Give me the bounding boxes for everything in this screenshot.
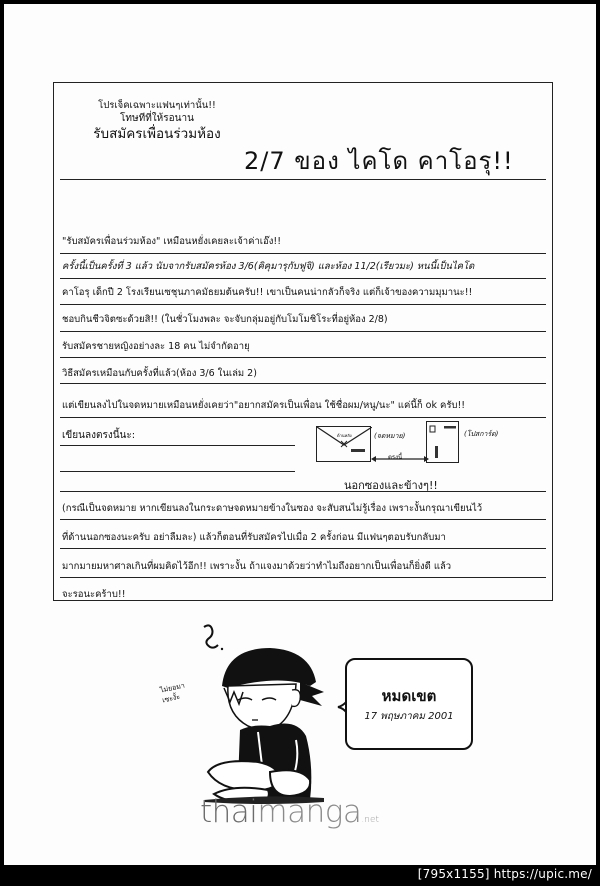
envelope-icon	[317, 427, 372, 463]
footer-line: ที่ด้านนอกซองนะครับ อย่าลืมละ) แล้วก็ตอนที่รับสมัครไปเมื่อ 2 ครั้งก่อน มีแฟนๆตอบรับกลับมา	[62, 532, 446, 543]
header-note-recruit: รับสมัครเพื่อนร่วมห้อง	[93, 126, 221, 142]
thaimanga-watermark	[200, 794, 379, 830]
watermark-tld: .net	[361, 815, 380, 825]
postcard-diagram	[426, 421, 459, 463]
header-note-fans-only: โปรเจ็คเฉพาะแฟนๆเท่านั้น!!	[98, 100, 216, 111]
body-line: วิธีสมัครเหมือนกับครั้งที่แล้ว(ห้อง 3/6 ในเล่ม 2)	[62, 368, 257, 379]
divider	[60, 491, 546, 492]
recruitment-form-box	[53, 82, 553, 601]
kaido-chibi-figure-icon	[204, 644, 334, 804]
divider	[60, 519, 546, 520]
image-info-bar	[0, 865, 600, 886]
divider	[60, 331, 546, 332]
manga-page	[4, 4, 596, 865]
deadline-title: หมดเขต	[381, 687, 437, 705]
divider	[60, 357, 546, 358]
envelope-label: (จดหมาย)	[374, 432, 406, 440]
page-title: 2/7 ของ ไคโด คาโอรุ!!	[244, 147, 514, 175]
envelope-diagram	[316, 426, 371, 462]
side-note	[159, 681, 188, 706]
deadline-date: 17 พฤษภาคม 2001	[364, 711, 454, 722]
body-line: ครั้งนี้เป็นครั้งที่ 3 แล้ว นับจากรับสมัครห้อง 3/6(คิคุมารุกับฟูจิ) และห้อง 11/2(เรียวมะ) หนนี้เป็นไคโด	[62, 261, 475, 272]
deadline-speech-bubble	[345, 658, 473, 750]
footer-line: (กรณีเป็นจดหมาย หากเขียนลงในกระดาษจดหมายข้างในซอง จะสับสนไม่รู้เรื่อง เพราะงั้นกรุณาเขียนไว้	[62, 503, 483, 514]
body-line: แต่เขียนลงไปในจดหมายเหมือนหยั่งเคยว่า"อยากสมัครเป็นเพื่อน ใช้ชื่อผม/หนู/นะ" แค่นี้ก็ ok ครับ!!	[62, 400, 466, 411]
divider	[60, 179, 546, 180]
body-line: ชอบกินชีวจิตซะด้วยสิ!! (ในชั่วโมงพละ จะจับกลุ่มอยู่กับโมโมชิโระที่อยู่ห้อง 2/8)	[62, 314, 388, 325]
footer-line: จะรอนะคร้าบ!!	[62, 589, 126, 600]
divider	[60, 417, 546, 418]
divider	[60, 278, 546, 279]
image-size-url: [795x1155] https://upic.me/	[417, 867, 592, 881]
body-line: "รับสมัครเพื่อนร่วมห้อง" เหมือนหยั่งเคยละเจ้าค่าเอ๊ง!!	[62, 236, 282, 247]
postcard-icon	[427, 422, 460, 464]
body-line: คาโอรุ เด็กปี 2 โรงเรียนเซชุนภาคมัธยมต้นครับ!! เขาเป็นคนน่ากลัวก็จริง แต่ก็เจ้าของความมุมานะ!!	[62, 287, 473, 298]
watermark-part: manga	[257, 794, 362, 830]
side-note-line: ไม่ยอมา	[159, 681, 186, 695]
divider	[60, 383, 546, 384]
footer-line: มากมายมหาศาลเกินที่ผมคิดไว้อีก!! เพราะงั้น ถ้าแจงมาด้วยว่าทำไมถึงอยากเป็นเพื่อนก็ยิ่งดี แล้ว	[62, 561, 452, 572]
write-here-label: เขียนลงตรงนี้นะ:	[62, 430, 136, 441]
divider	[60, 577, 546, 578]
outside-caption: นอกซองและข้างๆ!!	[344, 479, 438, 492]
divider	[60, 304, 546, 305]
postcard-label: (โปสการ์ด)	[464, 430, 499, 438]
watermark-part: thai	[200, 794, 258, 830]
arrow-label: ตรงนี้	[388, 454, 403, 461]
write-line	[60, 471, 295, 472]
header-note-apology: โทษทีที่ให้รอนาน	[120, 113, 194, 124]
divider	[60, 548, 546, 549]
write-line	[60, 445, 295, 446]
body-line: รับสมัครชายหญิงอย่างละ 18 คน ไม่จำกัดอายุ	[62, 341, 250, 352]
svg-text:ด้านหลัง: ด้านหลัง	[337, 433, 352, 438]
divider	[60, 253, 546, 254]
header-notes	[72, 99, 242, 143]
side-note-line: เซะงั้ะ	[161, 692, 181, 705]
